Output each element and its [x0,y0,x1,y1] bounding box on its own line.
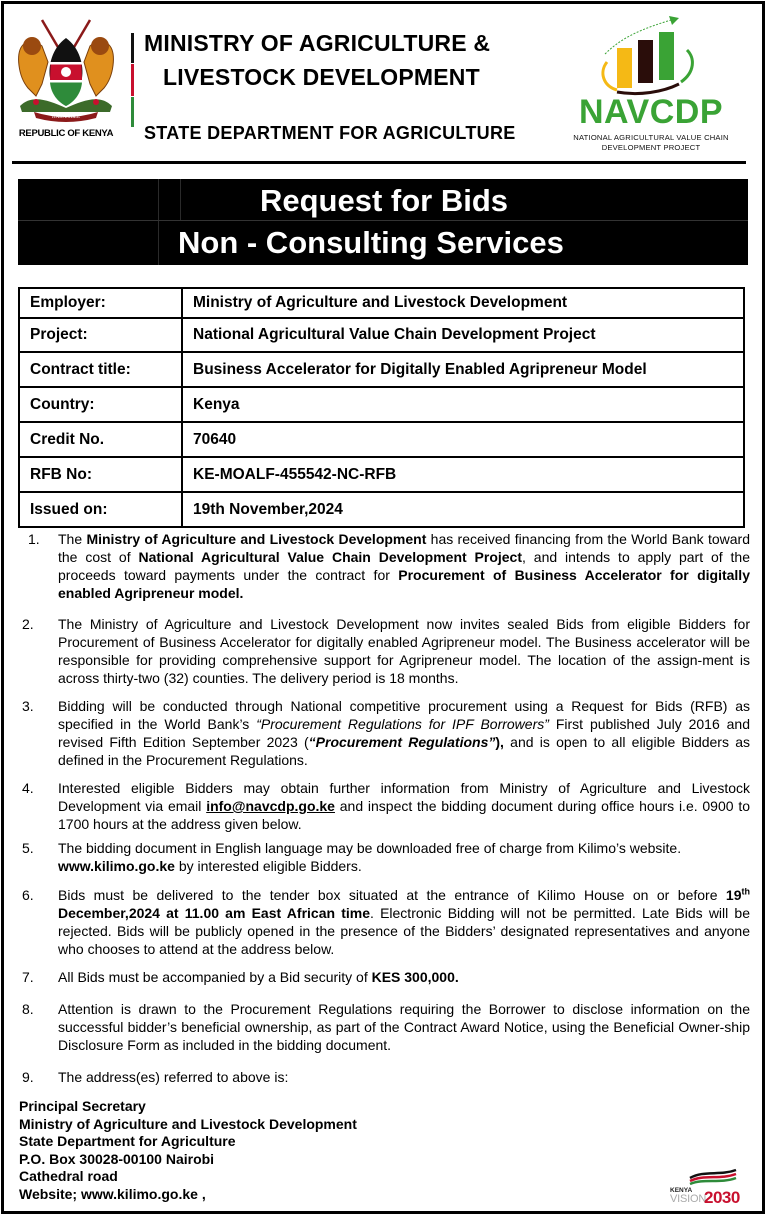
paragraph-9 [22,1068,750,1086]
coat-of-arms-motto: HARAMBEE [51,115,81,120]
paragraph-number: 7. [22,969,34,985]
info-label: Project: [19,318,182,352]
navcdp-subtitle-line1: NATIONAL AGRICULTURAL VALUE CHAIN [573,133,729,142]
paragraph-text-run: ), [495,734,504,750]
paragraph-text-run: The [58,531,87,547]
paragraph-number: 6. [22,887,34,903]
navcdp-acronym: NAVCDP [578,93,724,131]
vision-logo-vision: VISION [670,1193,707,1205]
paragraph-text-run: The Ministry of Agriculture and Livestock Development now invites sealed Bids from eligible Bidders for Procurement of Business Accelerator for digitally enabled Agripreneur model. The Business accelerator will be responsible for providing comprehensive support for Agripreneur model. The location of the assign-ment is across thirty-two (32) counties. The delivery period is 18 months. [58,616,750,686]
navcdp-logo [545,14,767,154]
paragraph-3 [22,697,750,769]
flag-ribbon-icon [686,1168,740,1190]
paragraph-text-run: All Bids must be accompanied by a Bid security of [58,969,372,985]
info-value: Ministry of Agriculture and Livestock Development [182,288,744,318]
paragraph-6 [22,886,750,958]
vision-logo-year: 2030 [704,1188,740,1207]
info-label: Credit No. [19,422,182,457]
state-department-title: STATE DEPARTMENT FOR AGRICULTURE [144,123,516,143]
info-value: Kenya [182,387,744,422]
address-line: Ministry of Agriculture and Livestock Development [19,1115,357,1132]
paragraph-number: 3. [22,698,34,714]
paragraph-text-run: First published July 2016 and revised Fifth Edition September 2023 ( [58,716,751,750]
paragraph-text-run: Interested eligible Bidders may obtain further information from Ministry of Agriculture and Livestock Development via email [58,780,750,814]
paragraph-1 [22,530,750,602]
banner-subtitle: Non - Consulting Services [178,225,564,260]
paragraph-text-run: National Agricultural Value Chain Development Project [138,549,523,565]
paragraph-number: 5. [22,840,34,856]
info-value: KE-MOALF-455542-NC-RFB [182,457,744,492]
paragraph-text [58,886,750,958]
paragraph-text-run: and inspect the bidding document during office hours i.e. 0900 to 1700 hours at the address given below. [58,798,750,832]
paragraph-text [58,697,750,769]
paragraph-text-run: . Electronic Bidding will not be permitted. Late Bids will be rejected. Bids will be publicly opened in the presence of the Bidders’ designated representatives and anyone who chooses to attend at the address below. [58,905,750,957]
address-block [19,1098,357,1203]
kenya-vision-2030-logo [668,1168,748,1206]
info-table-row [19,492,744,527]
info-table-row [19,387,744,422]
paragraph-text-run: Bidding will be conducted through National competitive procurement using a Request for Bids (RFB) as specified in the World Bank’s [58,698,750,732]
paragraph-text-run: and is open to all eligible Bidders as defined in the Procurement Regulations. [58,734,750,768]
paragraph-text-run: th [741,886,750,897]
info-label: Contract title: [19,352,182,387]
info-value: Business Accelerator for Digitally Enabled Agripreneur Model [182,352,744,387]
vision-logo-kenya: KENYA [670,1187,693,1194]
info-label: Country: [19,387,182,422]
paragraph-7 [22,968,750,986]
paragraph-number: 1. [28,531,40,547]
header-divider-red [131,64,134,96]
paragraph-text-run: by interested eligible Bidders. [174,858,362,874]
paragraph-link[interactable]: info@navcdp.go.ke [206,798,335,814]
tender-info-table [18,287,745,528]
info-label: Employer: [19,288,182,318]
address-website[interactable]: Website; www.kilimo.go.ke , [19,1185,206,1202]
paragraph-text [58,839,750,875]
header-rule [12,161,746,164]
paragraph-link[interactable]: www.kilimo.go.ke [58,858,175,874]
paragraph-text-run: “Procurement Regulations” [308,734,496,750]
info-table-row [19,422,744,457]
ministry-title-line2: LIVESTOCK DEVELOPMENT [163,64,480,90]
coat-of-arms-icon [12,14,120,122]
info-value: National Agricultural Value Chain Development Project [182,318,744,352]
coat-of-arms-caption: REPUBLIC OF KENYA [18,128,114,139]
growth-chart-icon [583,14,713,96]
info-table-row [19,318,744,352]
ministry-title-line1: MINISTRY OF AGRICULTURE & [144,30,491,56]
navcdp-subtitle-line2: DEVELOPMENT PROJECT [601,143,701,152]
paragraph-text-run: Attention is drawn to the Procurement Regulations requiring the Borrower to disclose information on the successful bidder’s beneficial ownership, as part of the Contract Award Notice, using the Beneficial Owner-ship Disclosure Form as included in the bidding document. [58,1001,750,1053]
paragraph-4 [22,779,750,833]
ministry-title [144,26,544,94]
header-divider-green [131,97,134,127]
paragraph-number: 2. [22,616,34,632]
paragraph-text-run: December,2024 at 11.00 am East African time [58,905,371,921]
address-line: Principal Secretary [19,1098,146,1114]
paragraph-8 [22,1000,750,1054]
header-divider-black [131,33,134,63]
paragraph-number: 4. [22,780,34,796]
paragraph-text-run: Bids must be delivered to the tender box situated at the entrance of Kilimo House on or before [58,887,726,903]
info-label: Issued on: [19,492,182,527]
paragraph-text-run: has received financing from the World Bank toward the cost of [58,531,750,565]
address-line: P.O. Box 30028-00100 Nairobi [19,1150,215,1167]
paragraph-number: 9. [22,1069,34,1085]
paragraph-text-run: The address(es) referred to above is: [58,1069,289,1085]
info-table-row [19,288,744,318]
paragraph-text [58,779,750,833]
paragraph-number: 8. [22,1001,34,1017]
paragraph-text-run: 19 [725,887,742,903]
paragraph-text [58,530,750,602]
paragraph-5 [22,839,750,875]
info-label: RFB No: [19,457,182,492]
title-banner [18,179,748,265]
paragraph-text-run: “Procurement Regulations for IPF Borrowers” [256,716,549,732]
paragraph-text-run: Ministry of Agriculture and Livestock Development [86,531,427,547]
paragraph-text [58,1000,750,1054]
paragraph-text-run: KES 300,000. [371,969,459,985]
info-table-row [19,352,744,387]
paragraph-text [58,615,750,687]
banner-title-text: Request for Bids [259,183,509,218]
address-line: State Department for Agriculture [19,1133,236,1149]
paragraph-text-run: The bidding document in English language may be downloaded free of charge from Kilimo’s website. [58,840,682,856]
address-line: Cathedral road [19,1168,118,1184]
banner-title [18,181,748,221]
info-table-row [19,457,744,492]
info-value: 70640 [182,422,744,457]
info-value: 19th November,2024 [182,492,744,527]
navcdp-subtitle [545,133,757,153]
paragraph-text-run: Procurement of Business Accelerator for digitally enabled Agripreneur model. [58,567,750,601]
paragraph-text [58,968,750,986]
paragraph-text-run: , and intends to apply part of the proceeds toward payments under the contract for [58,549,751,583]
paragraph-text [58,1068,750,1086]
kenya-coat-of-arms-logo [12,14,120,138]
paragraph-2 [22,615,750,687]
